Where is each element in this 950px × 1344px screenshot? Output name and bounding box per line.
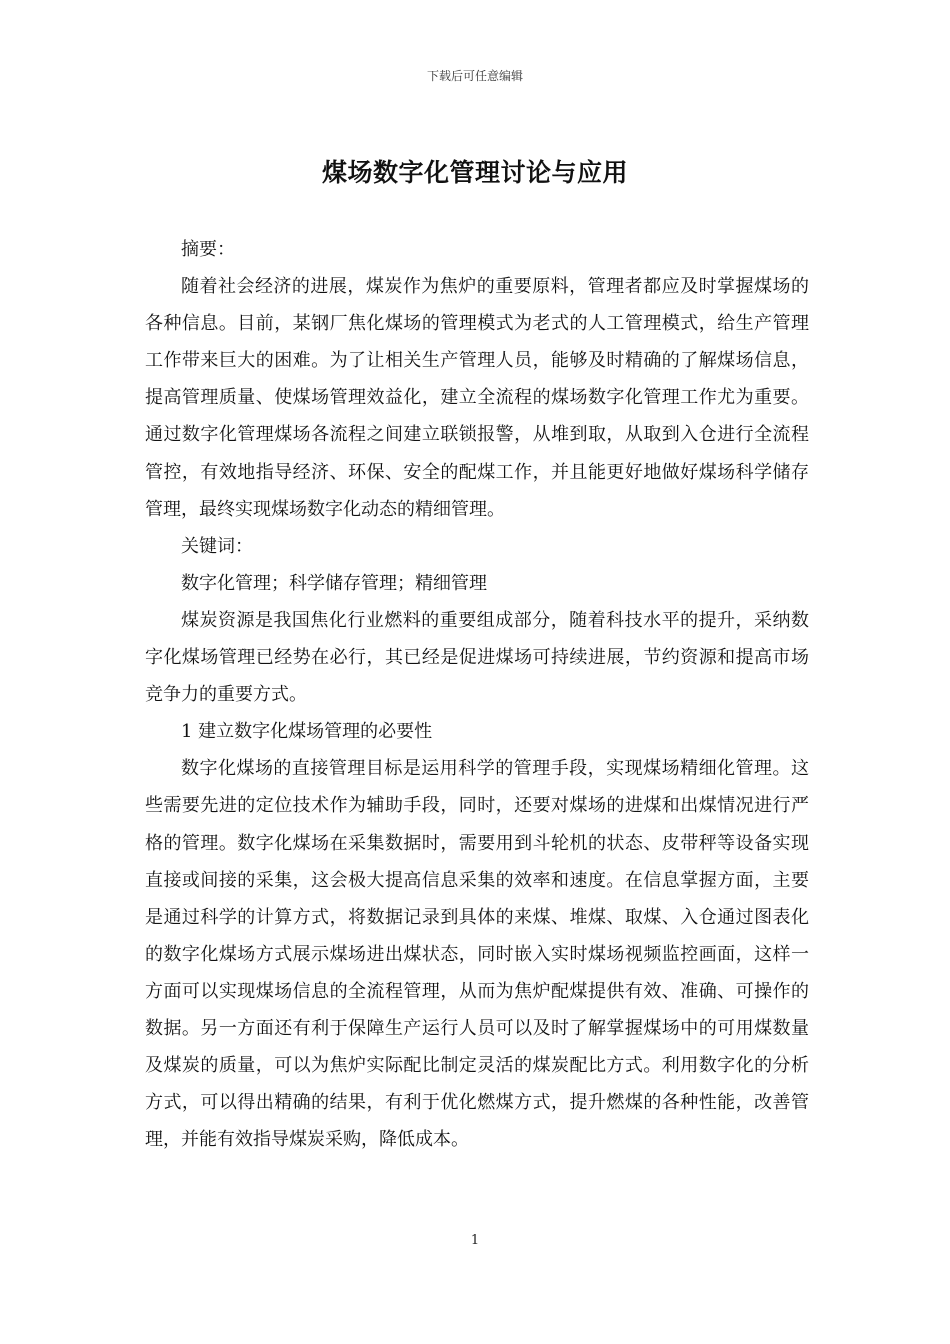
intro-paragraph: 煤炭资源是我国焦化行业燃料的重要组成部分，随着科技水平的提升，采纳数字化煤场管理已经势在必行，其已经是促进煤场可持续进展，节约资源和提高市场竞争力的重要方式。 (145, 609, 809, 706)
header-note: 下载后可任意编辑 (426, 69, 523, 83)
page-number: 1 (470, 1233, 480, 1248)
keywords-heading: 关键词： (181, 535, 253, 557)
keywords-paragraph: 数字化管理；科学储存管理；精细管理 (181, 572, 487, 594)
abstract-paragraph: 随着社会经济的进展，煤炭作为焦炉的重要原料，管理者都应及时掌握煤场的各种信息。目前，某钢厂焦化煤场的管理模式为老式的人工管理模式，给生产管理工作带来巨大的困难。为了让相关生产管理人员，能够及时精确的了解煤场信息，提高管理质量、使煤场管理效益化，建立全流程的煤场数字化管理工作尤为重要。通过数字化管理煤场各流程之间建立联锁报警，从堆到取，从取到入仓进行全流程管控，有效地指导经济、环保、安全的配煤工作，并且能更好地做好煤场科学储存管理，最终实现煤场数字化动态的精细管理。 (145, 276, 809, 520)
document-body (145, 231, 809, 1158)
section-1-paragraph: 数字化煤场的直接管理目标是运用科学的管理手段，实现煤场精细化管理。这些需要先进的定位技术作为辅助手段，同时，还要对煤场的进煤和出煤情况进行严格的管理。数字化煤场在采集数据时，需要用到斗轮机的状态、皮带秤等设备实现直接或间接的采集，这会极大提高信息采集的效率和速度。在信息掌握方面，主要是通过科学的计算方式，将数据记录到具体的来煤、堆煤、取煤、入仓通过图表化的数字化煤场方式展示煤场进出煤状态，同时嵌入实时煤场视频监控画面，这样一方面可以实现煤场信息的全流程管理，从而为焦炉配煤提供有效、准确、可操作的数据。另一方面还有利于保障生产运行人员可以及时了解掌握煤场中的可用煤数量及煤炭的质量，可以为焦炉实际配比制定灵活的煤炭配比方式。利用数字化的分析方式，可以得出精确的结果，有利于优化燃煤方式，提升燃煤的各种性能，改善管理，并能有效指导煤炭采购，降低成本。 (145, 758, 809, 1151)
section-1-heading: 1 建立数字化煤场管理的必要性 (181, 721, 433, 743)
document-title: 煤场数字化管理讨论与应用 (321, 158, 628, 187)
abstract-heading: 摘要： (181, 239, 235, 260)
